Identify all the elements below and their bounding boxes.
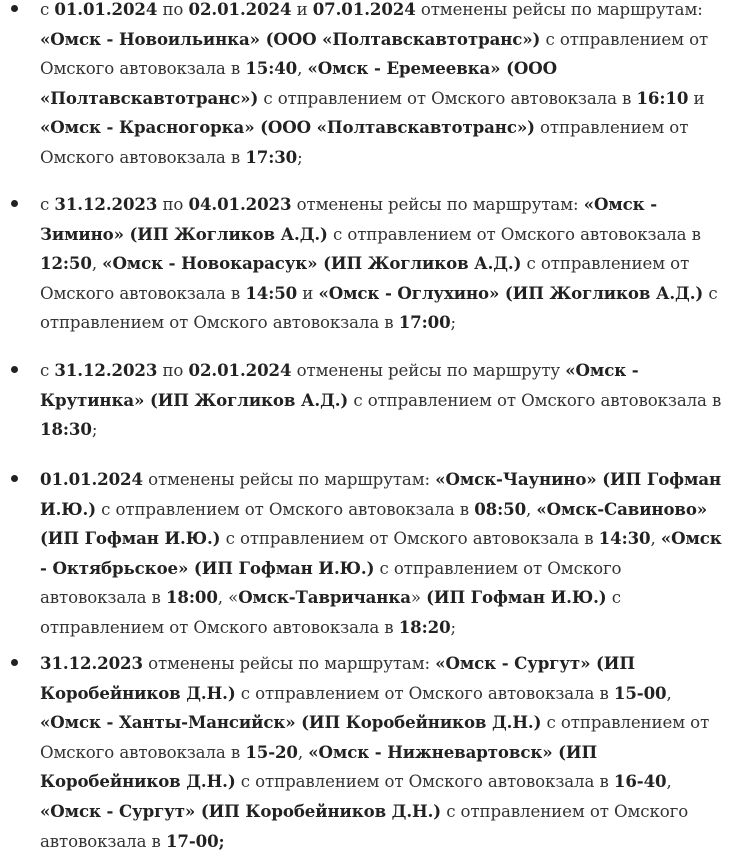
notice-highlight: «Омск - Октябрьское» (ИП Гофман И.Ю.) [40,528,722,578]
notice-highlight: «Омск - Еремеевка» (ООО «Полтавскавтотранс») [40,58,557,108]
notice-highlight: 31.12.2023 [54,360,158,380]
notice-text: и [297,283,319,303]
notice-text: , [666,772,672,792]
notice-text: по [157,0,189,19]
notice-text: с отправлением от Омского автовокзала в [258,88,637,108]
notice-text: отменены рейсы по маршрутам: [291,195,584,214]
notice-text: , [297,59,308,79]
notice-highlight: «Омск - Крутинка» (ИП Жогликов А.Д.) [40,360,639,410]
notice-highlight: (ИП Гофман И.Ю.) [426,587,607,608]
notice-highlight: 31.12.2023 [40,653,143,673]
notice-highlight: «Омск-Савиново» (ИП Гофман И.Ю.) [40,498,708,549]
notice-text: с [40,361,55,380]
notice-text: , [666,683,672,703]
notice-text: по [157,195,189,214]
notice-highlight: 15:40 [245,58,298,79]
notice-item [40,190,730,338]
notice-text: » [410,588,427,608]
notice-text: с отправлением от Омского автовокзала в [235,683,614,703]
notice-text: с отправлением от Омского автовокзала в [220,529,599,549]
notice-highlight: 12:50 [40,253,92,274]
notice-highlight: 16-40 [613,771,667,792]
notice-highlight: 02.01.2024 [188,0,292,19]
notice-text: ; [297,147,303,167]
notice-text: ; [450,313,457,333]
notice-text: с отправлением от Омского автовокзала в [40,713,710,762]
notice-highlight: 14:50 [245,282,298,303]
notice-highlight: 18:30 [40,419,92,440]
notice-highlight: «Омск - Сургут» (ИП Коробейников Д.Н.) [40,800,442,821]
notice-text: с отправлением от Омского автовокзала в [40,588,621,637]
notice-highlight: «Омск - Зимино» (ИП Жогликов А.Д.) [40,194,657,244]
notice-text: по [157,361,189,380]
notice-text: отправлением от Омского автовокзала в [40,118,689,167]
notice-highlight: «Омск - Новокарасук» (ИП Жогликов А.Д.) [102,253,522,274]
notice-text: с [40,0,55,19]
notice-text: и [291,0,313,19]
notice-text: , « [217,588,239,608]
notice-highlight: 18:00 [165,587,218,608]
notice-highlight: Омск-Тавричанка [238,587,411,608]
notice-highlight: «Омск - Красногорка» (ООО «Полтавскавтотранс») [40,117,535,138]
notice-highlight: 18:20 [398,616,451,637]
notice-text: и [688,88,705,108]
notice-text: с отправлением от Омского автовокзала в [40,283,718,333]
notice-highlight: 02.01.2024 [188,360,292,380]
notice-highlight: «Омск - Сургут» (ИП Коробейников Д.Н.) [40,653,635,703]
notice-highlight: 04.01.2023 [188,194,292,214]
notice-highlight: 01.01.2024 [54,0,158,19]
notice-highlight: «Омск-Чаунино» (ИП Гофман И.Ю.) [40,469,722,519]
notice-text: отменены рейсы по маршрутам: [415,0,703,19]
notice-highlight: «Омск - Ханты-Мансийск» (ИП Коробейников Д.Н.) [40,712,542,733]
notice-highlight: 17:00 [398,312,451,333]
notice-text: с отправлением от Омского автовокзала в [95,499,475,519]
notice-text: ; [450,617,457,637]
notice-highlight: 01.01.2024 [40,469,143,489]
notice-text: отменены рейсы по маршруту [291,361,566,380]
notice-highlight: «Омск - Новоильинка» (ООО «Полтавскавтотранс») [40,28,541,49]
notice-text: с отправлением от Омского автовокзала в [40,558,622,608]
notice-highlight: 08:50 [474,498,527,519]
notice-text: , [650,529,661,549]
notice-highlight: 16:10 [636,87,689,108]
notice-text: отменены рейсы по маршрутам: [142,470,436,489]
notice-item [40,356,730,445]
notice-text: с отправлением от Омского автовокзала в [40,254,690,303]
notice-text: с отправлением от Омского автовокзала в [40,801,689,851]
notice-text: с отправлением от Омского автовокзала в [327,224,701,244]
notice-highlight: 31.12.2023 [54,194,158,214]
notice-item [40,0,730,173]
notice-item [40,649,730,856]
notice-text: с отправлением от Омского автовокзала в [235,772,614,792]
notice-highlight: 14:30 [598,528,651,549]
notice-highlight: 15-00 [613,682,667,703]
notice-text: с [40,195,55,214]
notice-item [40,465,730,643]
notice-text: , [526,499,537,519]
notice-highlight: 07.01.2024 [312,0,416,19]
notice-highlight: «Омск - Нижневартовск» (ИП Коробейников Д.Н.) [40,741,598,792]
notice-highlight: «Омск - Оглухино» (ИП Жогликов А.Д.) [318,282,704,303]
notice-text: с отправлением от Омского автовокзала в [40,29,709,79]
notice-text: , [91,254,103,274]
notice-highlight: 15-20 [245,741,298,762]
notice-highlight: 17:30 [245,146,298,167]
notice-text: ; [91,420,98,440]
notice-text: с отправлением от Омского автовокзала в [348,390,722,410]
notice-text: , [297,742,309,762]
notice-highlight: 17-00; [165,830,225,851]
notice-text: отменены рейсы по маршрутам: [142,654,436,673]
